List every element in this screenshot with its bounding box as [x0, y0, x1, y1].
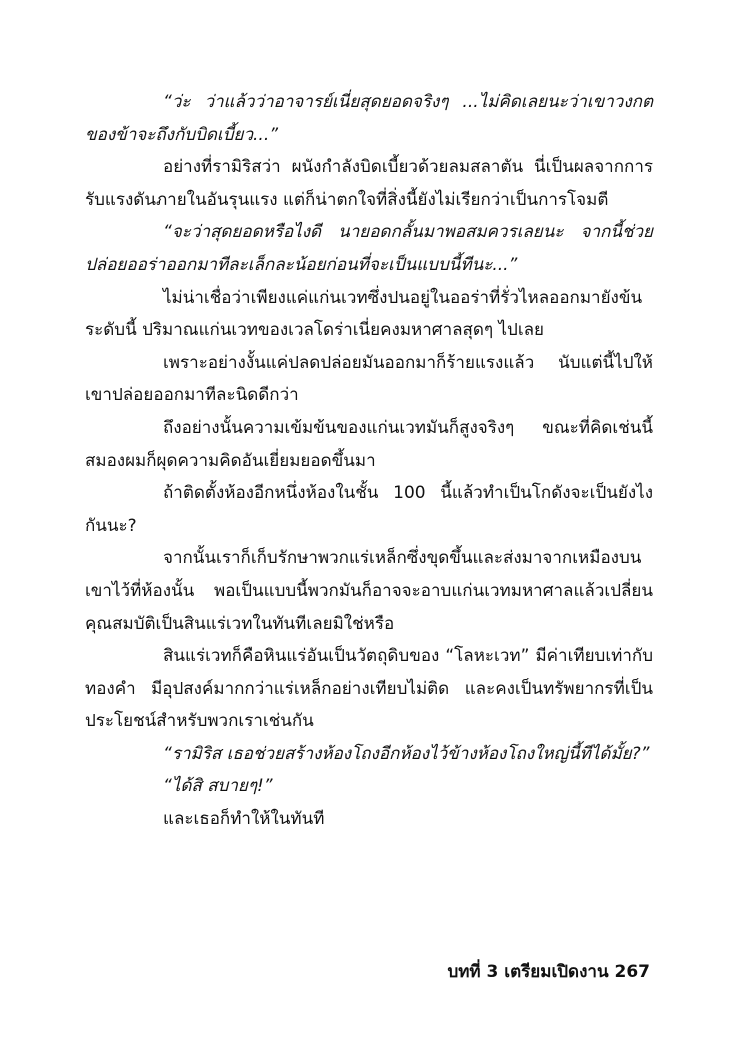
narration-paragraph: ถ้าติดตั้งห้องอีกหนึ่งห้องในชั้น 100 นี้แล้วทำเป็นโกดังจะเป็นยังไงกันนะ?: [85, 483, 653, 536]
chapter-title: บทที่ 3 เตรียมเปิดงาน: [447, 962, 609, 982]
dialogue-paragraph: “รามิริส เธอช่วยสร้างห้องโถงอีกห้องไว้ข้างห้องโถงใหญ่นี้ทีได้มั้ย?”: [163, 743, 650, 764]
dialogue-paragraph: “ได้สิ สบายๆ!”: [163, 776, 273, 797]
narration-paragraph: เพราะอย่างงั้นแค่ปลดปล่อยมันออกมาก็ร้ายแรงแล้ว นับแต่นี้ไปให้เขาปล่อยออกมาทีละนิดดีกว่า: [85, 352, 653, 406]
narration-paragraph: จากนั้นเราก็เก็บรักษาพวกแร่เหล็กซึ่งขุดขึ้นและส่งมาจากเหมืองบนเขาไว้ที่ห้องนั้น พอเป็นแบบนี้พวกมันก็อาจจะอาบแก่นเวทมหาศาลแล้วเปลี่ยนคุณสมบัติเป็นสินแร่เวทในทันทีเลยมิใช่หรือ: [85, 548, 653, 634]
narration-paragraph: อย่างที่รามิริสว่า ผนังกำลังบิดเบี้ยวด้วยลมสลาตัน นี่เป็นผลจากการรับแรงดันภายในอันรุนแรง แต่ก็น่าตกใจที่สิ่งนี้ยังไม่เรียกว่าเป็นการโจมตี: [85, 157, 653, 210]
body-text: [85, 86, 653, 836]
dialogue-paragraph: “ว่ะ ว่าแล้วว่าอาจารย์เนี่ยสุดยอดจริงๆ ...ไม่คิดเลยนะว่าเขาวงกตของข้าจะถึงกับบิดเบี้ยว...”: [85, 92, 653, 145]
narration-paragraph: และเธอก็ทำให้ในทันที: [163, 809, 325, 830]
narration-paragraph: ไม่น่าเชื่อว่าเพียงแค่แก่นเวทซึ่งปนอยู่ในออร่าที่รั่วไหลออกมายังข้นระดับนี้ ปริมาณแก่นเวทของเวลโดร่าเนี่ยคงมหาศาลสุดๆ ไปเลย: [85, 287, 643, 341]
dialogue-paragraph: “จะว่าสุดยอดหรือไงดี นายอดกลั้นมาพอสมควรเลยนะ จากนี้ช่วยปล่อยออร่าออกมาทีละเล็กละน้อยก่อนที่จะเป็นแบบนี้ทีนะ...”: [85, 222, 653, 275]
page-footer: [447, 958, 650, 985]
narration-paragraph: ถึงอย่างนั้นความเข้มข้นของแก่นเวทมันก็สูงจริงๆ ขณะที่คิดเช่นนี้สมองผมก็ผุดความคิดอันเยี่ยมยอดขึ้นมา: [85, 417, 653, 471]
narration-paragraph: สินแร่เวทก็คือหินแร่อันเป็นวัตถุดิบของ “โลหะเวท” มีค่าเทียบเท่ากับทองคำ มีอุปสงค์มากกว่าแร่เหล็กอย่างเทียบไม่ติด และคงเป็นทรัพยากรที่เป็นประโยชน์สำหรับพวกเราเช่นกัน: [85, 646, 653, 732]
page-number: 267: [614, 962, 650, 982]
